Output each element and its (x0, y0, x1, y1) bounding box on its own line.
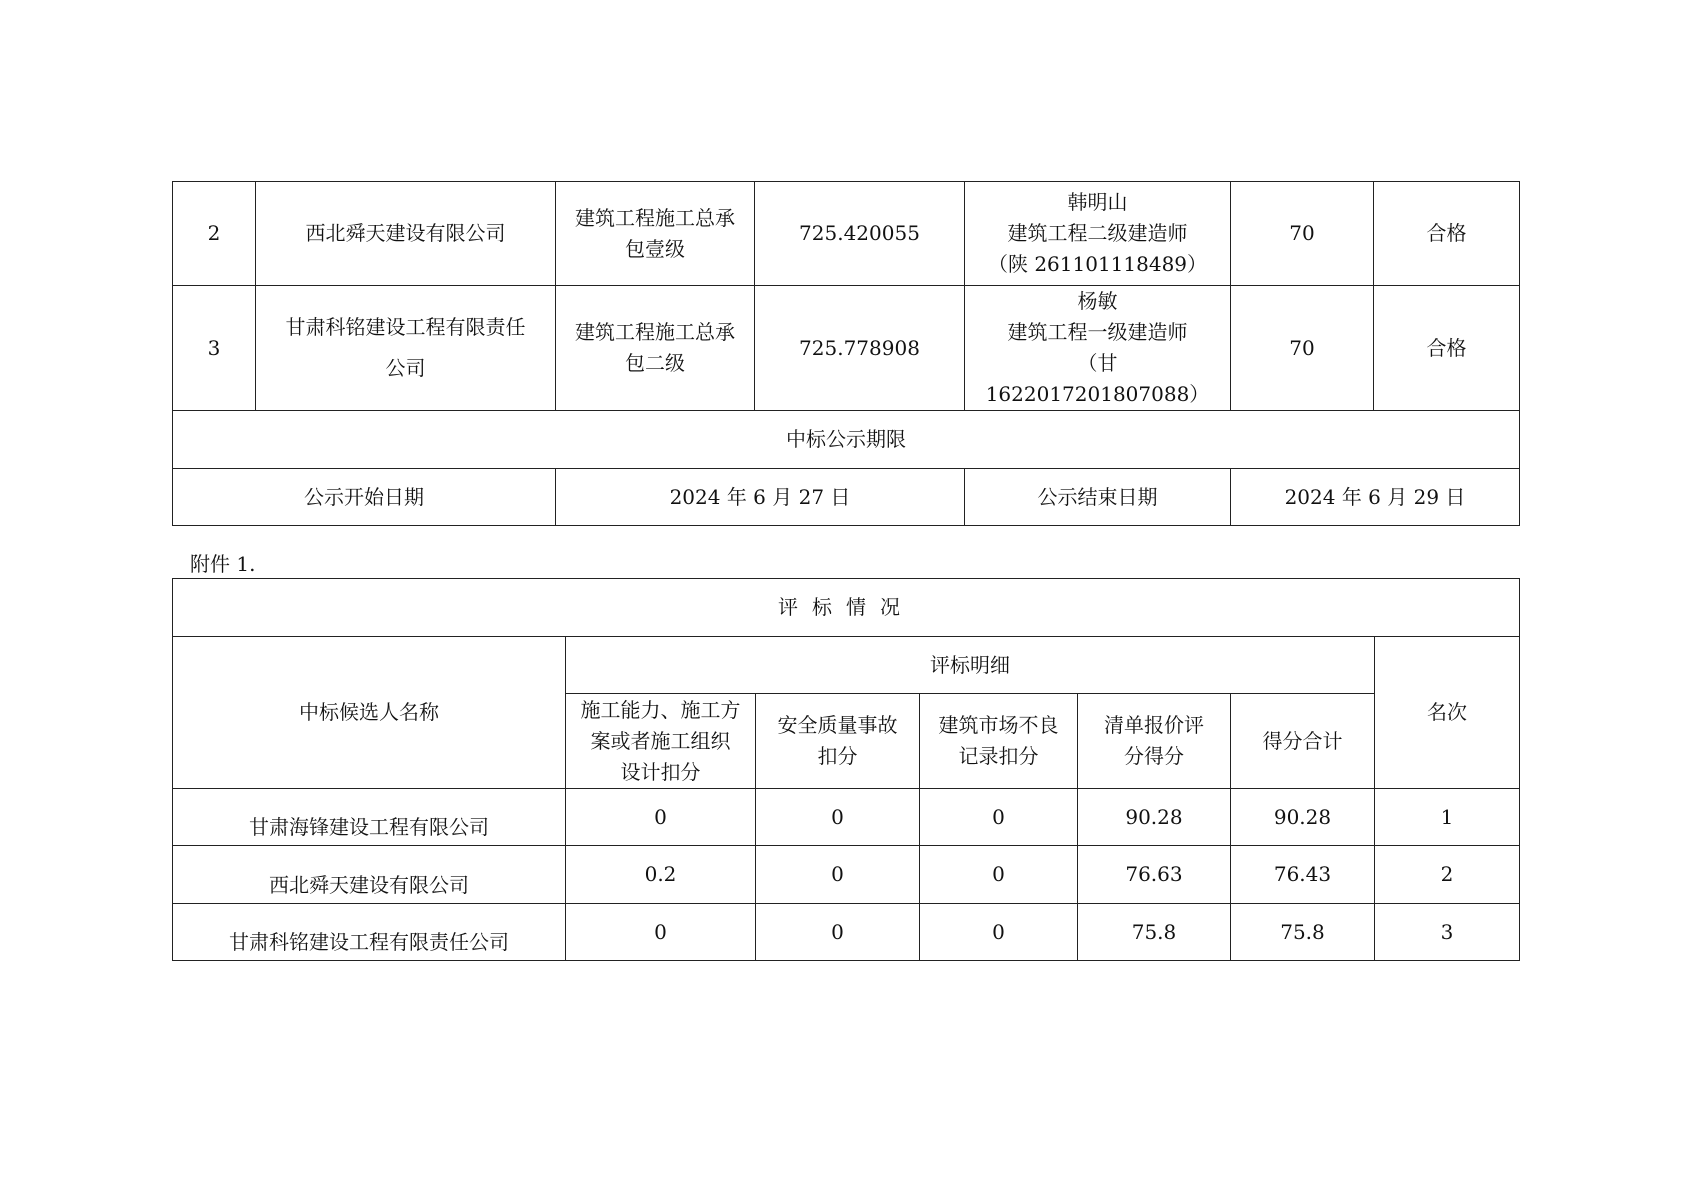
row-index: 2 (173, 182, 256, 286)
candidate-name: 西北舜天建设有限公司 (173, 846, 566, 904)
table-row (173, 904, 1520, 961)
safety-deduction: 0 (756, 789, 920, 846)
safety-deduction: 0 (756, 846, 920, 904)
evaluation-detail-header: 评标明细 (566, 637, 1375, 694)
rank-header: 名次 (1375, 637, 1520, 789)
header-row (173, 637, 1520, 694)
total-score: 76.43 (1231, 846, 1375, 904)
end-date-label: 公示结束日期 (965, 469, 1231, 526)
table-row (173, 182, 1520, 286)
capability-deduction: 0.2 (566, 846, 756, 904)
price-score: 76.63 (1078, 846, 1231, 904)
market-deduction: 0 (920, 789, 1078, 846)
score: 70 (1231, 286, 1374, 411)
bid-price: 725.778908 (755, 286, 965, 411)
evaluation-title: 评标情况 (173, 579, 1520, 637)
qualification: 建筑工程施工总承 包壹级 (556, 182, 755, 286)
period-title-row (173, 411, 1520, 469)
bid-candidates-table (172, 181, 1520, 526)
rank: 3 (1375, 904, 1520, 961)
capability-deduction: 0 (566, 904, 756, 961)
price-score: 90.28 (1078, 789, 1231, 846)
rank: 2 (1375, 846, 1520, 904)
company-name: 甘肃科铭建设工程有限责任 公司 (256, 286, 556, 411)
price-score: 75.8 (1078, 904, 1231, 961)
construction-capability-header: 施工能力、施工方 案或者施工组织 设计扣分 (566, 694, 756, 789)
candidate-name: 甘肃科铭建设工程有限责任公司 (173, 904, 566, 961)
start-date-value: 2024 年 6 月 27 日 (556, 469, 965, 526)
table-row (173, 789, 1520, 846)
project-manager: 杨敏 建筑工程一级建造师 （甘 1622017201807088） (965, 286, 1231, 411)
result: 合格 (1374, 182, 1520, 286)
safety-deduction: 0 (756, 904, 920, 961)
attachment-label: 附件 1. (190, 552, 256, 576)
evaluation-title-row (173, 579, 1520, 637)
market-deduction: 0 (920, 904, 1078, 961)
candidate-name-header: 中标候选人名称 (173, 637, 566, 789)
market-record-header: 建筑市场不良 记录扣分 (920, 694, 1078, 789)
period-title: 中标公示期限 (173, 411, 1520, 469)
end-date-value: 2024 年 6 月 29 日 (1231, 469, 1520, 526)
total-score: 90.28 (1231, 789, 1375, 846)
project-manager: 韩明山 建筑工程二级建造师 （陕 261101118489） (965, 182, 1231, 286)
total-score: 75.8 (1231, 904, 1375, 961)
candidate-name: 甘肃海锋建设工程有限公司 (173, 789, 566, 846)
capability-deduction: 0 (566, 789, 756, 846)
safety-quality-header: 安全质量事故 扣分 (756, 694, 920, 789)
period-dates-row (173, 469, 1520, 526)
row-index: 3 (173, 286, 256, 411)
score: 70 (1231, 182, 1374, 286)
qualification: 建筑工程施工总承 包二级 (556, 286, 755, 411)
bid-price: 725.420055 (755, 182, 965, 286)
rank: 1 (1375, 789, 1520, 846)
start-date-label: 公示开始日期 (173, 469, 556, 526)
price-score-header: 清单报价评 分得分 (1078, 694, 1231, 789)
company-name: 西北舜天建设有限公司 (256, 182, 556, 286)
table-row (173, 286, 1520, 411)
market-deduction: 0 (920, 846, 1078, 904)
evaluation-table (172, 578, 1520, 961)
table-row (173, 846, 1520, 904)
total-score-header: 得分合计 (1231, 694, 1375, 789)
result: 合格 (1374, 286, 1520, 411)
